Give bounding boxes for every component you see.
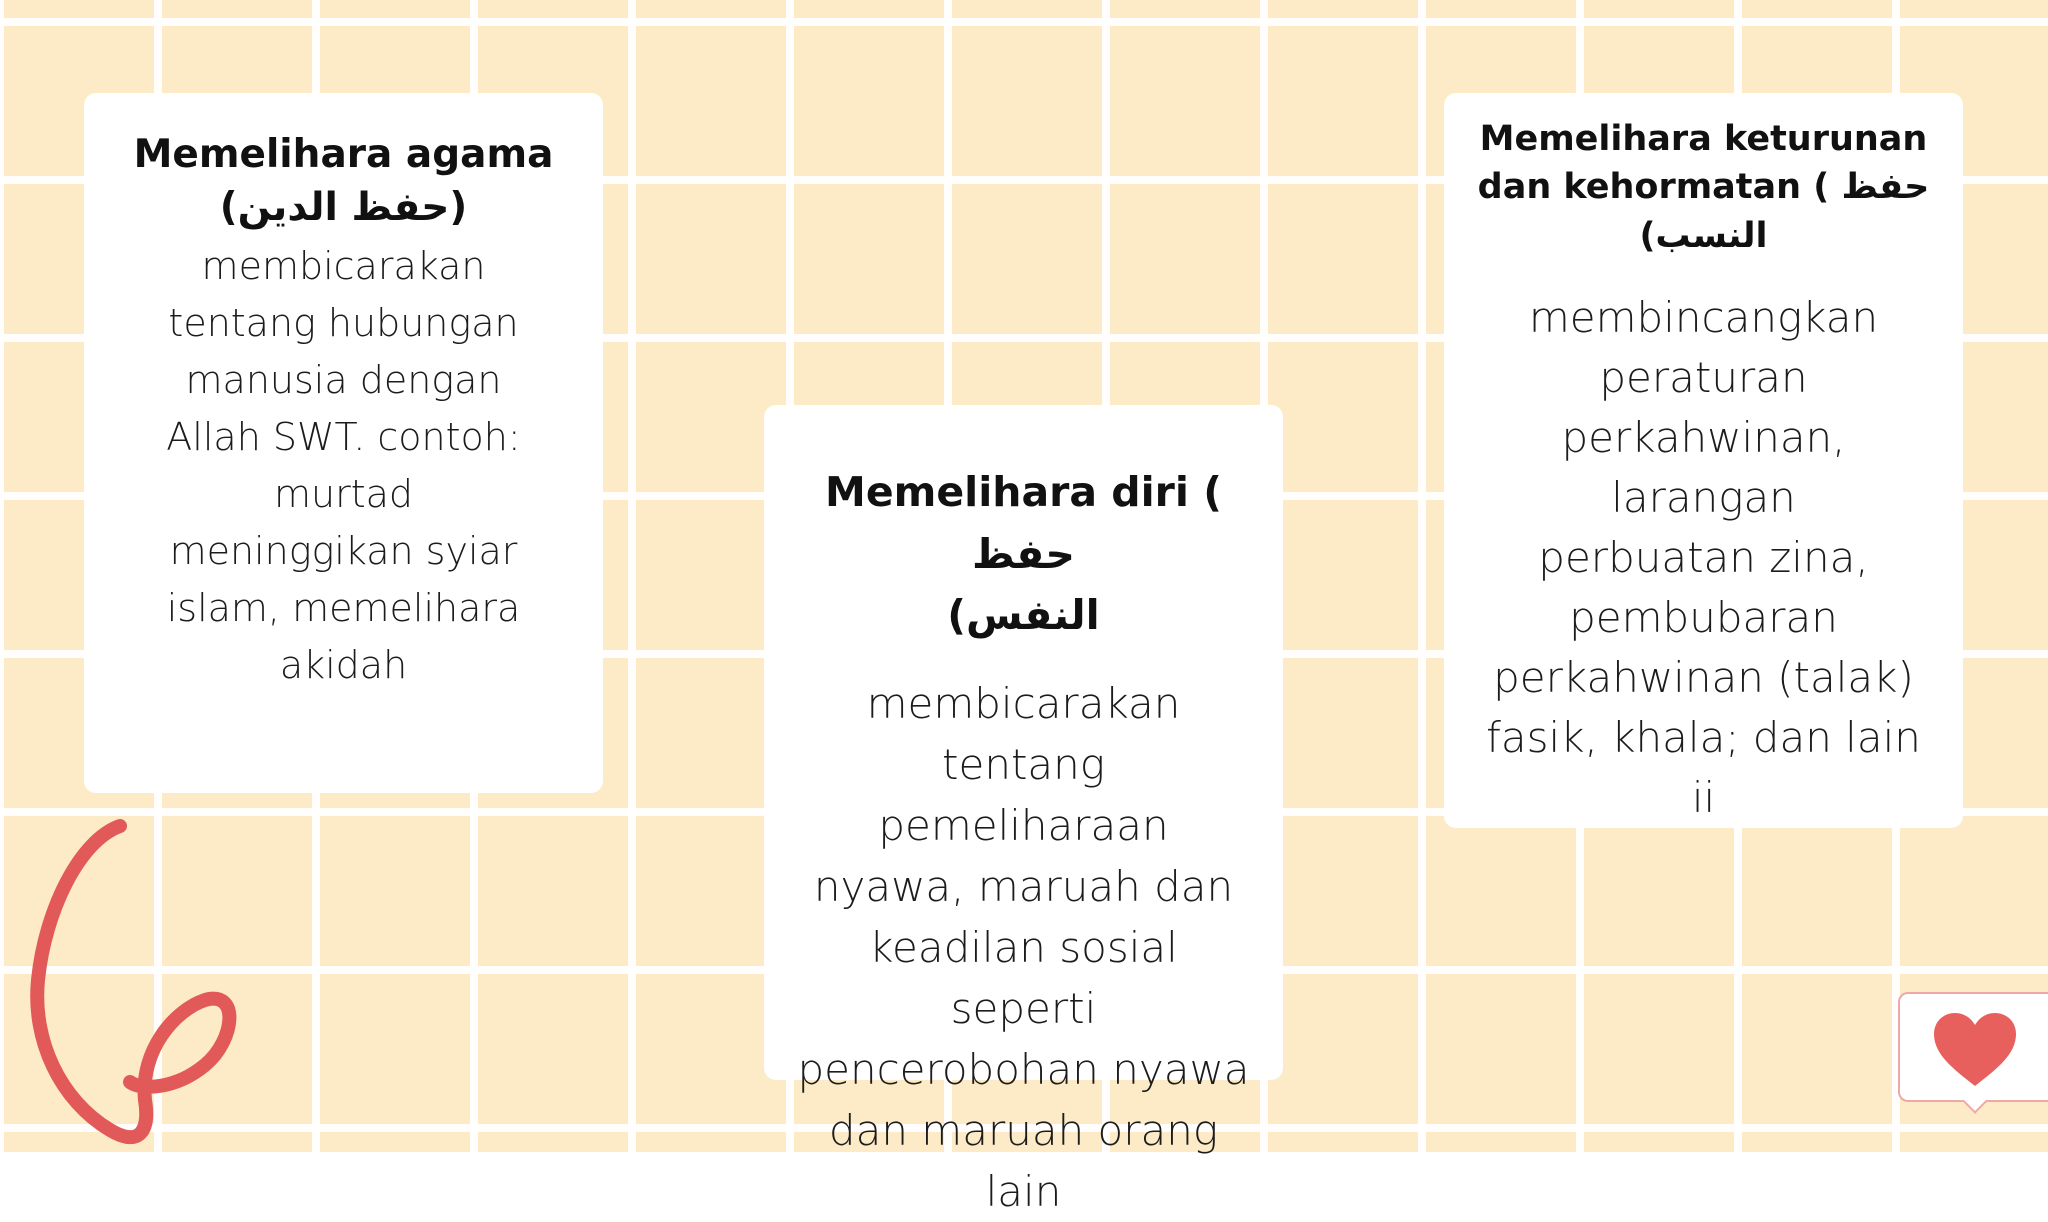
body-line: tentang hubungan [168,301,519,346]
body-line: peraturan [1599,352,1808,402]
card-title-arabic: النفس) [947,591,1100,639]
body-line: membincangkan [1528,292,1879,342]
body-line: pencerobohan nyawa [797,1044,1250,1094]
card-title-line: Memelihara keturunan [1479,119,1928,159]
body-line: meninggikan syiar [169,529,518,574]
card-body [1469,288,1939,828]
card-memelihara-keturunan [1444,93,1963,828]
card-title-line: Memelihara diri ( حفظ [825,468,1222,578]
body-line: akidah [279,643,408,688]
card-memelihara-diri [764,405,1283,1216]
body-line: perkahwinan (talak) [1493,652,1914,702]
body-line: perkahwinan, larangan [1561,412,1846,522]
heart-icon [1932,1012,2018,1088]
card-title [134,129,554,234]
body-line: membicarakan [201,244,486,289]
body-line: perbuatan zina, [1538,532,1869,582]
card-title-arabic: (حفظ الدين) [219,184,468,230]
body-line: dan maruah orang [828,1105,1219,1155]
card-body [794,673,1254,1222]
card-title-arabic: النسب) [1639,215,1768,256]
body-line: fasik, khala; dan lain ii [1486,712,1921,822]
card-title-line: dan kehormatan ( حفظ [1477,167,1930,208]
body-line: nyawa, maruah dan [813,861,1234,911]
red-squiggle-icon [0,800,260,1152]
card-title-text: Memelihara agama [133,132,554,177]
body-line: Allah SWT. contoh: [166,415,521,460]
heart-frame [1898,992,2048,1102]
body-line: membicarakan [866,678,1181,728]
body-line: manusia dengan [185,358,502,403]
card-title [804,462,1243,647]
body-line: islam, memelihara [166,586,521,631]
body-line: murtad [273,472,414,517]
card-memelihara-agama [84,93,603,793]
card-title [1478,115,1930,260]
body-line: pembubaran [1569,592,1838,642]
body-line: lain [985,1166,1062,1216]
body-line: keadilan sosial seperti [869,922,1178,1033]
body-line: tentang pemeliharaan [878,739,1169,850]
card-body [124,238,564,694]
